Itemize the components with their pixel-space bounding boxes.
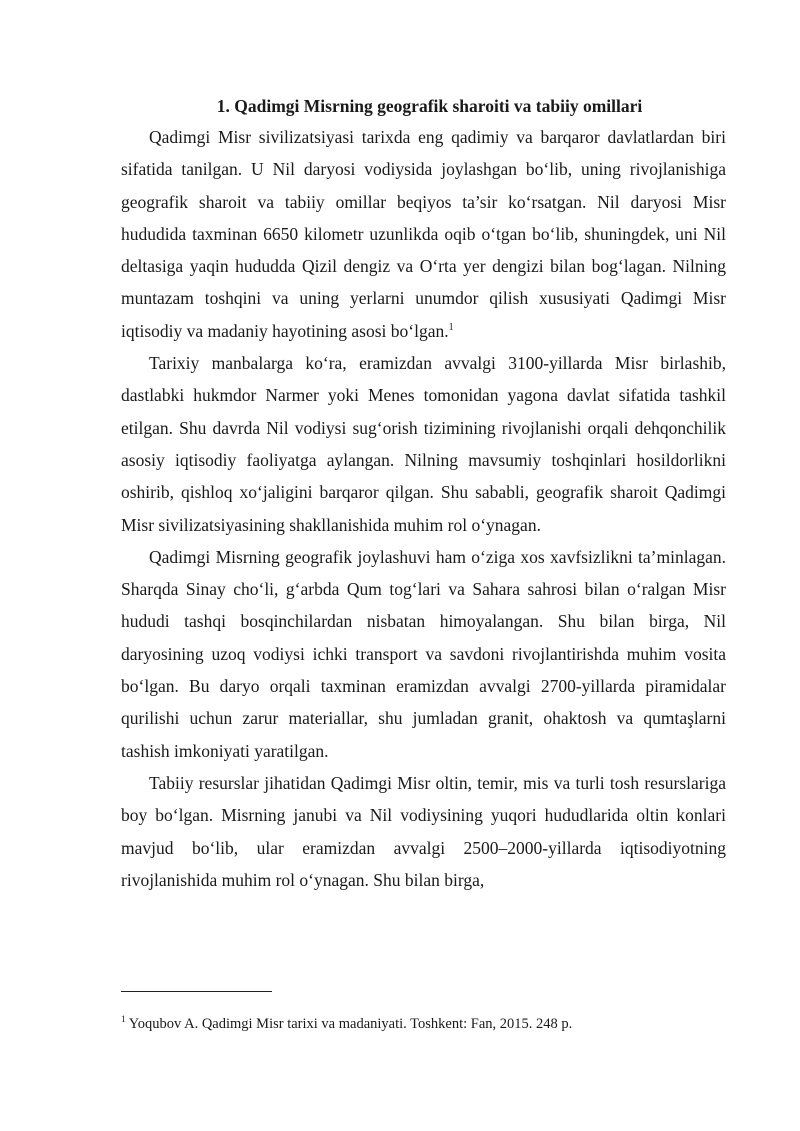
footnote-text: Yoqubov A. Qadimgi Misr tarixi va madaniyati. Toshkent: Fan, 2015. 248 p. — [128, 1016, 573, 1032]
footnote-reference[interactable]: 1 — [448, 321, 454, 333]
paragraph-1 — [121, 121, 726, 347]
footnote-marker: 1 — [121, 1015, 126, 1026]
document-page — [121, 92, 726, 896]
paragraph-1-text: Qadimgi Misr sivilizatsiyasi tarixda eng qadimiy va barqaror davlatlardan biri sifatida tanilgan. U Nil daryosi vodiysida joylashgan bo‘lib, uning rivojlanishiga geografik sharoit va tabiiy omillar beqiyos ta’sir ko‘rsatgan. Nil daryosi Misr hududida taxminan 6650 kilometr uzunlikda oqib o‘tgan bo‘lib, shuningdek, uni Nil deltasiga yaqin hududda Qizil dengiz va O‘rta yer dengizi bilan bog‘lagan. Nilning muntazam toshqini va uning yerlarni unumdor qilish xususiyati Qadimgi Misr iqtisodiy va madaniy hayotining asosi bo‘lgan. — [121, 127, 726, 341]
paragraph-2: Tarixiy manbalarga ko‘ra, eramizdan avvalgi 3100-yillarda Misr birlashib, dastlabki hukmdor Narmer yoki Menes tomonidan yagona davlat sifatida tashkil etilgan. Shu davrda Nil vodiysi sug‘orish tizimining rivojlanishi orqali dehqonchilik asosiy iqtisodiy faoliyatga aylangan. Nilning mavsumiy toshqinlari hosildorlikni oshirib, qishloq xo‘jaligini barqaror qilgan. Shu sababli, geografik sharoit Qadimgi Misr sivilizatsiyasining shakllanishida muhim rol o‘ynagan. — [121, 353, 726, 535]
section-title: 1. Qadimgi Misrning geografik sharoiti va tabiiy omillari — [216, 96, 643, 116]
paragraph-4: Tabiiy resurslar jihatidan Qadimgi Misr oltin, temir, mis va turli tosh resurslariga boy bo‘lgan. Misrning janubi va Nil vodiysining yuqori hududlarida oltin konlari mavjud bo‘lib, ular eramizdan avvalgi 2500–2000-yillarda iqtisodiyotning rivojlanishida muhim rol o‘ynagan. Shu bilan birga, — [121, 772, 726, 890]
footnote — [121, 1014, 726, 1034]
footnote-separator — [121, 991, 272, 992]
paragraph-3: Qadimgi Misrning geografik joylashuvi ham o‘ziga xos xavfsizlikni ta’minlagan. Sharqda Sinay cho‘li, g‘arbda Qum tog‘lari va Sahara sahrosi bilan o‘ralgan Misr hududi tashqi bosqinchilardan nisbatan himoyalangan. Shu bilan birga, Nil daryosining uzoq vodiysi ichki transport va savdoni rivojlantirishda muhim vosita bo‘lgan. Bu daryo orqali taxminan eramizdan avvalgi 2700-yillarda piramidalar qurilishi uchun zarur materiallar, shu jumladan granit, ohaktosh va qumtaşlarni tashish imkoniyati yaratilgan. — [121, 546, 726, 761]
